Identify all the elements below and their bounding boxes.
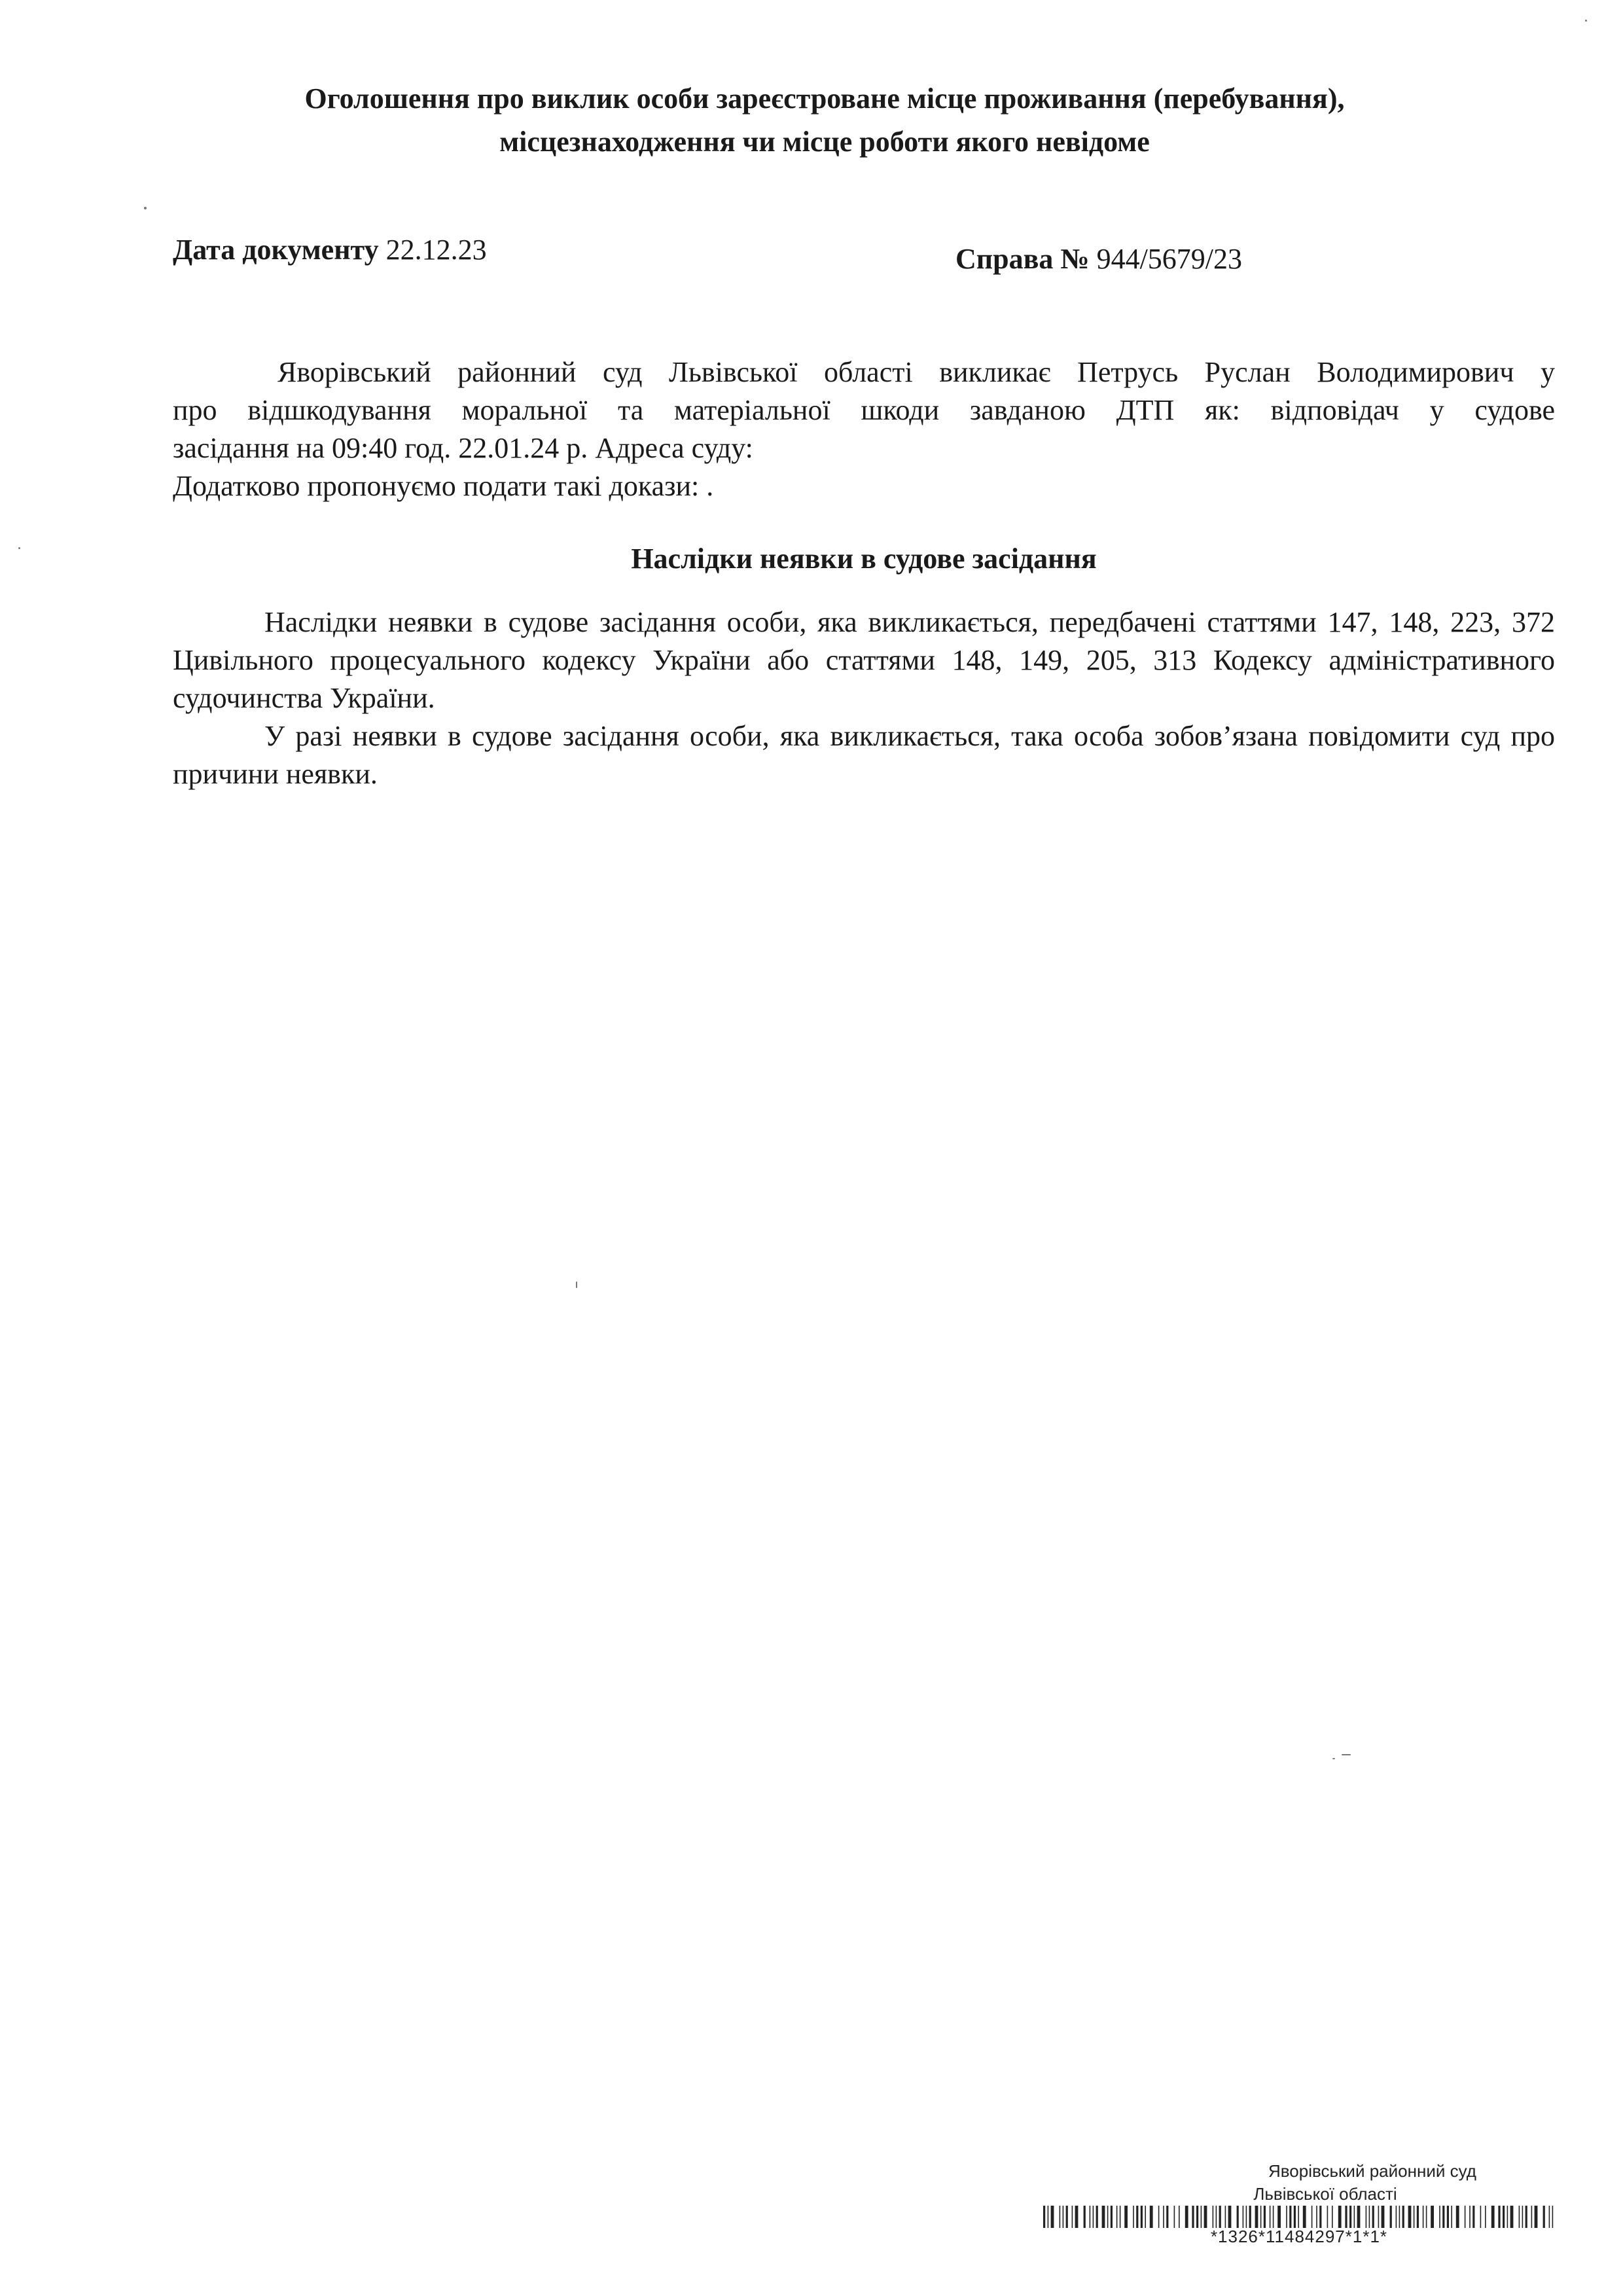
barcode-bar xyxy=(1093,2206,1094,2228)
barcode-bar xyxy=(1048,2206,1049,2228)
barcode-bar xyxy=(1096,2206,1098,2228)
date-label: Дата документу xyxy=(173,234,379,266)
barcode-bar xyxy=(1072,2206,1073,2228)
barcode-image xyxy=(1041,2206,1558,2228)
barcode-bar xyxy=(1116,2206,1118,2228)
barcode-bar xyxy=(1480,2206,1482,2228)
barcode-bar xyxy=(1213,2206,1214,2228)
barcode-bar xyxy=(1243,2206,1244,2228)
barcode-bar xyxy=(1372,2206,1374,2228)
barcode-bar xyxy=(1201,2206,1202,2228)
document-meta xyxy=(173,233,1547,279)
summons-line-1: Яворівський районний суд Львівської області викликає Петрусь Руслан Володимирович у xyxy=(277,356,1555,388)
consequences-body xyxy=(173,603,1555,793)
barcode-text: *1326*11484297*1*1* xyxy=(1210,2227,1388,2246)
barcode-bar xyxy=(1249,2206,1251,2228)
barcode-bar xyxy=(1051,2206,1054,2228)
barcode-bar xyxy=(1158,2206,1160,2228)
barcode-bar xyxy=(1141,2206,1143,2228)
barcode-bar xyxy=(1277,2206,1281,2228)
barcode-bar xyxy=(1090,2206,1091,2228)
barcode-bar xyxy=(1136,2206,1138,2228)
barcode-bar xyxy=(1084,2206,1086,2228)
barcode-bar xyxy=(1311,2206,1313,2228)
barcode-bar xyxy=(1163,2206,1164,2228)
barcode-bar xyxy=(1366,2206,1367,2228)
barcode-bar xyxy=(1414,2206,1415,2228)
case-number xyxy=(955,242,1242,276)
summons-line-2: про відшкодування моральної та матеріальної шкоди завданою ДТП як: відповідач у судове xyxy=(173,394,1555,426)
document-date xyxy=(173,233,487,266)
barcode-bar xyxy=(1111,2206,1113,2228)
barcode-bar xyxy=(1255,2206,1258,2228)
barcode-bar xyxy=(1289,2206,1291,2228)
barcode-bar xyxy=(1225,2206,1226,2228)
barcode-bar xyxy=(1179,2206,1180,2228)
scan-speck xyxy=(144,207,147,209)
scan-speck xyxy=(1585,20,1587,22)
barcode-bar xyxy=(1075,2206,1079,2228)
barcode-bar xyxy=(1133,2206,1134,2228)
barcode-bar xyxy=(1349,2206,1351,2228)
barcode-bar xyxy=(1120,2206,1121,2228)
barcode-bar xyxy=(1192,2206,1194,2228)
consequences-heading: Наслідки неявки в судове засідання xyxy=(631,543,1097,575)
barcode-bar xyxy=(1298,2206,1299,2228)
barcode-bar xyxy=(1402,2206,1404,2228)
barcode-bar xyxy=(1426,2206,1427,2228)
barcode-bar xyxy=(1498,2206,1500,2228)
barcode-bar xyxy=(1431,2206,1434,2228)
barcode-bar xyxy=(1145,2206,1146,2228)
barcode-bar xyxy=(1442,2206,1444,2228)
barcode-bar xyxy=(1319,2206,1321,2228)
barcode-bar xyxy=(1185,2206,1188,2228)
scan-speck xyxy=(1342,1754,1351,1755)
title-line-2: місцезнаходження чи місце роботи якого невідоме xyxy=(499,126,1150,158)
barcode-bar xyxy=(1519,2206,1520,2228)
barcode-bar xyxy=(1390,2206,1392,2228)
barcode-bar xyxy=(1552,2206,1554,2228)
barcode-bar xyxy=(1063,2206,1064,2228)
barcode-bar xyxy=(1338,2206,1342,2228)
barcode-bar xyxy=(1196,2206,1198,2228)
stamp-court-name: Яворівський районний суд xyxy=(1268,2161,1476,2181)
title-line-1: Оголошення про виклик особи зареєстроване місце проживання (перебування), xyxy=(304,82,1345,115)
barcode-bar xyxy=(1264,2206,1266,2228)
barcode-bar xyxy=(1345,2206,1347,2228)
case-value: 944/5679/23 xyxy=(1096,243,1243,275)
case-label: Справа № xyxy=(955,243,1090,275)
barcode-bar xyxy=(1472,2206,1474,2228)
barcode-bar xyxy=(1354,2206,1355,2228)
barcode-bar xyxy=(1316,2206,1317,2228)
barcode-bar xyxy=(1369,2206,1370,2228)
summons-paragraph xyxy=(173,353,1555,505)
barcode-bar xyxy=(1219,2206,1221,2228)
consequences-paragraph-1: Наслідки неявки в судове засідання особи, яка викликається, передбачені статтями 147, 148, 223, 372 Цивільного процесуального кодексу України або статтями 148, 149, 205, 313 Кодексу адміністративного судочинства України. xyxy=(173,606,1555,714)
barcode-bar xyxy=(1465,2206,1466,2228)
barcode-bar xyxy=(1439,2206,1440,2228)
barcode-bar xyxy=(1286,2206,1287,2228)
barcode-bar xyxy=(1303,2206,1306,2228)
barcode-bar xyxy=(1204,2206,1207,2228)
document-title xyxy=(196,77,1453,164)
barcode-bar xyxy=(1228,2206,1232,2228)
barcode-bar xyxy=(1507,2206,1508,2228)
barcode-bar xyxy=(1270,2206,1271,2228)
consequences-paragraph-2: У разі неявки в судове засідання особи, яка викликається, така особа зобов’язана повідомити суд про причини неявки. xyxy=(173,720,1555,790)
barcode-bar xyxy=(1469,2206,1471,2228)
barcode-bar xyxy=(1399,2206,1400,2228)
barcode-bar xyxy=(1294,2206,1296,2228)
date-value: 22.12.23 xyxy=(385,234,487,266)
barcode-bar xyxy=(1382,2206,1385,2228)
barcode-bar xyxy=(1525,2206,1527,2228)
summons-line-4: Додатково пропонуємо подати такі докази: . xyxy=(173,470,714,502)
barcode-bar xyxy=(1503,2206,1505,2228)
barcode-bar xyxy=(1124,2206,1128,2228)
barcode-bar xyxy=(1216,2206,1217,2228)
barcode-bar xyxy=(1535,2206,1538,2228)
barcode-bar xyxy=(1060,2206,1061,2228)
barcode-bar xyxy=(1237,2206,1239,2228)
barcode-bar xyxy=(1510,2206,1514,2228)
barcode-bar xyxy=(1102,2206,1105,2228)
court-barcode-stamp xyxy=(1041,2161,1558,2247)
barcode-bar xyxy=(1491,2206,1495,2228)
scan-speck xyxy=(576,1282,577,1288)
scan-speck xyxy=(1332,1758,1335,1759)
barcode-bar xyxy=(1531,2206,1533,2228)
barcode-bar xyxy=(1066,2206,1068,2228)
barcode-bar xyxy=(1043,2206,1045,2228)
barcode-bar xyxy=(1396,2206,1397,2228)
barcode-bar xyxy=(1107,2206,1109,2228)
barcode-bar xyxy=(1327,2206,1329,2228)
barcode-bar xyxy=(1408,2206,1412,2228)
stamp-court-region: Львівської області xyxy=(1253,2184,1397,2204)
barcode-bar xyxy=(1522,2206,1524,2228)
barcode-bar xyxy=(1456,2206,1459,2228)
barcode-bar xyxy=(1549,2206,1550,2228)
barcode-bar xyxy=(1273,2206,1274,2228)
barcode-bar xyxy=(1543,2206,1545,2228)
barcode-bar xyxy=(1357,2206,1361,2228)
barcode-bar xyxy=(1166,2206,1168,2228)
scan-speck xyxy=(18,547,20,549)
barcode-bar xyxy=(1260,2206,1262,2228)
barcode-bar xyxy=(1423,2206,1424,2228)
summons-line-3: засідання на 09:40 год. 22.01.24 р. Адреса суду: xyxy=(173,432,753,464)
barcode-bar xyxy=(1447,2206,1449,2228)
barcode-bar xyxy=(1332,2206,1333,2228)
barcode-bar xyxy=(1246,2206,1247,2228)
barcode-bar xyxy=(1150,2206,1153,2228)
barcode-bar xyxy=(1417,2206,1419,2228)
barcode-bar xyxy=(1174,2206,1175,2228)
barcode-bar xyxy=(1451,2206,1452,2228)
barcode-bar xyxy=(1378,2206,1380,2228)
barcode-bar xyxy=(1485,2206,1486,2228)
